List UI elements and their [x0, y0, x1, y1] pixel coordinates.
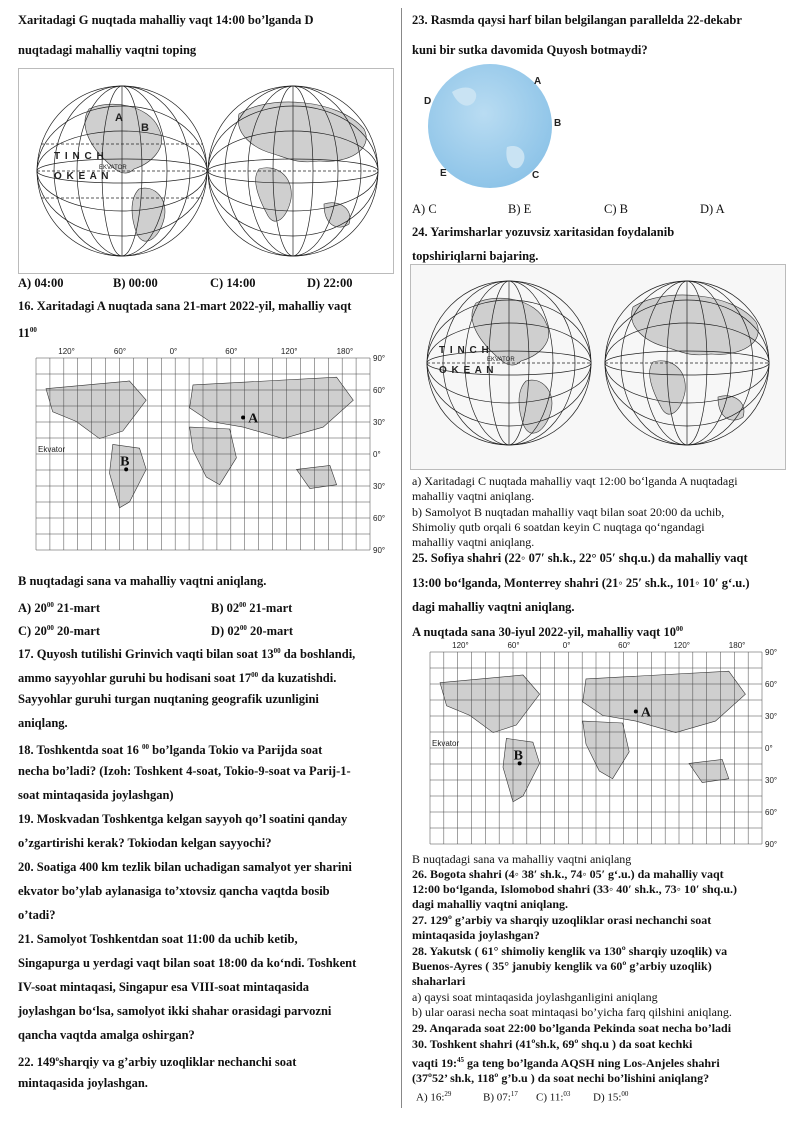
map2-right-label: 30°: [765, 776, 778, 785]
q24-sub-a-line2: mahalliy vaqtni aniqlang.: [412, 489, 535, 503]
map1-ekvator-label: Ekvator: [38, 445, 66, 454]
q20-line2: ekvator bo’ylab aylanasiga to’xtovsiz qancha vaqtda bosib: [18, 884, 330, 898]
q21-line3: IV-soat mintaqasi, Singapur esa VIII-soat mintaqasida: [18, 980, 310, 994]
map1-top-label: 0°: [169, 347, 178, 356]
qA-title-text: A nuqtada sana 30-iyul 2022-yil, mahalliy vaqt 10: [412, 625, 676, 640]
world-map-2-svg: [420, 638, 784, 848]
q23-option-a[interactable]: A) C: [412, 202, 437, 216]
world-map-2: [420, 638, 784, 848]
q30-option-c-sup: 03: [563, 1090, 571, 1098]
q28-line3: shaharlari: [412, 974, 466, 988]
q27-line1: 27. 129º g’arbiy va sharqiy uzoqliklar orasi nechanchi soat: [412, 913, 712, 927]
q23-option-c[interactable]: C) B: [604, 202, 628, 216]
hemispheres-figure-1: [18, 68, 394, 274]
q28-sub-b: b) ular oarasi necha soat mintaqasi bo’yicha farq qilshini aniqlang.: [412, 1005, 732, 1019]
option-b[interactable]: B) 00:00: [113, 276, 158, 290]
q16-option-b-date: 21-mart: [246, 601, 293, 616]
q30-option-d-text: D) 15:: [593, 1091, 622, 1104]
q17-text-d: da kuzatishdi.: [258, 671, 337, 686]
q30-line3: (37º52’ sh.k, 118º g’b.u ) da soat nechi bo’lishini aniqlang?: [412, 1071, 710, 1085]
q22-sup: o: [55, 1055, 59, 1063]
q17-text-a: 17. Quyosh tutilishi Grinvich vaqti bilan soat 13: [18, 647, 274, 662]
map2-ekvator-label: Ekvator: [432, 739, 460, 748]
q16-option-a-text: A) 20: [18, 601, 47, 616]
q25-line3: dagi mahalliy vaqtni aniqlang.: [412, 600, 575, 614]
q30-option-a[interactable]: [416, 1090, 483, 1104]
q-gd-title-line1: Xaritadagi G nuqtada mahalliy vaqt 14:00 bo’lganda D: [18, 13, 314, 27]
map1-point-a-dot: [241, 416, 245, 420]
q16-option-d-date: 20-mart: [246, 624, 293, 639]
map2-top-label: 120°: [673, 641, 691, 650]
qA-title-sup: 00: [675, 625, 683, 633]
q21-line1: 21. Samolyot Toshkentdan soat 11:00 da uchib ketib,: [18, 932, 298, 946]
q30-text-b2: ga teng bo’lganda AQSH ning Los-Anjeles shahri: [464, 1056, 720, 1070]
map2-point-a-dot: [634, 710, 638, 714]
map1-top-label: 180°: [336, 347, 354, 356]
map2-right-label: 90°: [765, 840, 778, 848]
world-map-1-svg: [26, 344, 392, 554]
q21-line2: Singapurga u yerdagi vaqt bilan soat 18:00 da ko‘ndi. Toshkent: [18, 956, 357, 970]
map2-continent-4: [689, 760, 729, 783]
map1-right-label: 0°: [373, 450, 381, 459]
q24-sub-b-line1: b) Samolyot B nuqtadan mahalliy vaqt bilan soat 20:00 da uchib,: [412, 505, 725, 519]
map1-top-label: 120°: [280, 347, 298, 356]
map1-continent-0: [46, 381, 146, 439]
map1-top-label: 60°: [225, 347, 238, 356]
q16-time: 11: [18, 326, 30, 341]
map1-right-label: 60°: [373, 514, 386, 523]
q23-line2: kuni bir sutka davomida Quyosh botmaydi?: [412, 43, 648, 57]
q17-text-b: da boshlandi,: [280, 647, 356, 662]
map2-point-a-label: A: [640, 705, 651, 721]
east-hemisphere-globe: [208, 86, 378, 256]
q17-sup2: 00: [251, 671, 259, 679]
sun-fig-b: B: [554, 118, 562, 129]
q28-line2: Buenos-Ayres ( 35° janubiy kenglik va 60º g’arbiy uzoqlik): [412, 959, 712, 973]
q30-option-b-text: B) 07:: [483, 1091, 511, 1104]
q30-option-a-sup: 29: [444, 1090, 452, 1098]
sun-fig-d: D: [424, 96, 432, 107]
q26-line1: 26. Bogota shahri (4◦ 38′ sh.k., 74◦ 05′ g‘.u.) da mahalliy vaqt: [412, 867, 724, 881]
q16-title-line2: [18, 318, 37, 345]
q16-option-c-sup: 00: [46, 624, 54, 632]
ekvator-label-1: EKVATOR: [99, 165, 127, 171]
q30-option-b[interactable]: [483, 1090, 536, 1104]
point-b-label-1: B: [141, 122, 149, 134]
q23-options: [412, 202, 780, 217]
ekvator-label-3: EKVATOR: [487, 357, 515, 363]
map1-point-b-label: B: [120, 454, 130, 470]
q24-line1: 24. Yarimsharlar yozuvsiz xaritasidan foydalanib: [412, 225, 675, 239]
sun-fig-a: A: [534, 76, 542, 87]
q16-option-c-text: C) 20: [18, 624, 47, 639]
ocean-label-1: T I N C H: [54, 151, 105, 162]
q30-options: [416, 1090, 653, 1104]
map1-right-label: 90°: [373, 546, 386, 554]
ocean-label-4: O K E A N: [439, 365, 495, 376]
q24-sub-a-line1: a) Xaritadagi C nuqtada mahalliy vaqt 12:00 bo‘lganda A nuqtadagi: [412, 474, 738, 488]
q16-option-d-text: D) 02: [211, 624, 240, 639]
q18-line3: soat mintaqasida joylashgan): [18, 788, 174, 802]
q20-line1: 20. Soatiga 400 km tezlik bilan uchadigan samalyot yer sharini: [18, 860, 352, 874]
q17-line3: Sayyohlar guruhi turgan nuqtaning geografik uzunligini: [18, 692, 319, 706]
q19-line1: 19. Moskvadan Toshkentga kelgan sayyoh qo’l soatini qanday: [18, 812, 348, 826]
hemispheres-svg-2: [411, 265, 785, 469]
q30-text-b1: vaqti 19:: [412, 1056, 457, 1070]
q23-option-b[interactable]: B) E: [508, 202, 532, 216]
q27-line2: mintaqasida joylashgan?: [412, 928, 540, 942]
q22-text-b: sharqiy va g’arbiy uzoqliklar nechanchi soat: [59, 1055, 297, 1070]
q30-line1: 30. Toshkent shahri (41ºsh.k, 69º shq.u ) da soat kechki: [412, 1037, 693, 1051]
option-c[interactable]: C) 14:00: [210, 276, 256, 290]
q30-option-d-sup: 00: [621, 1090, 629, 1098]
q17-text-c: ammo sayyohlar guruhi bu hodisani soat 17: [18, 671, 252, 686]
q29-line: 29. Anqarada soat 22:00 bo’lganda Pekinda soat necha bo’ladi: [412, 1021, 732, 1035]
q30-line2: [412, 1053, 720, 1071]
q19-line2: o’zgartirishi kerak? Tokiodan kelgan sayyochi?: [18, 836, 272, 850]
map2-top-label: 180°: [728, 641, 746, 650]
sun-fig-e: E: [440, 168, 447, 179]
q16-option-d-sup: 00: [239, 624, 247, 632]
map2-top-label: 0°: [562, 641, 571, 650]
map2-right-label: 60°: [765, 680, 778, 689]
map2-right-label: 90°: [765, 648, 778, 657]
q21-line5: qancha vaqtda amalga oshirgan?: [18, 1028, 195, 1042]
option-d[interactable]: D) 22:00: [307, 276, 353, 290]
q18-text-b: bo’lganda Tokio va Parijda soat: [149, 743, 323, 758]
q30-option-c[interactable]: [536, 1090, 593, 1104]
q24-line2: topshiriqlarni bajaring.: [412, 249, 539, 263]
map1-right-label: 90°: [373, 354, 386, 363]
map2-top-label: 60°: [618, 641, 631, 650]
q23-option-d[interactable]: D) A: [700, 202, 725, 216]
q21-line4: joylashgan bo‘lsa, samolyot ikki shahar orasidagi parvozni: [18, 1004, 332, 1018]
q18-line2: necha bo’ladi? (Izoh: Toshkent 4-soat, Tokio-9-soat va Parij-1-: [18, 764, 351, 778]
map2-right-label: 0°: [765, 744, 773, 753]
q24-sub-b-line2: Shimoliy qutb orqali 6 soatdan keyin C nuqtaga qo‘ngandagi: [412, 520, 705, 534]
q28-sub-a: a) qaysi soat mintaqasida joylashganligini aniqlang: [412, 990, 658, 1004]
map1-top-label: 120°: [58, 347, 75, 356]
q17-sup1: 00: [273, 647, 281, 655]
ocean-label-2: O K E A N: [54, 171, 110, 182]
column-divider: [401, 8, 402, 1108]
west-hemisphere-globe: [37, 86, 207, 256]
q-gd-title-line2: nuqtadagi mahalliy vaqtni toping: [18, 43, 197, 57]
q18-sup: 00: [142, 743, 149, 751]
q16-ask: B nuqtadagi sana va mahalliy vaqtni aniqlang.: [18, 574, 267, 588]
q28-line1: 28. Yakutsk ( 61° shimoliy kenglik va 130º sharqiy uzoqlik) va: [412, 944, 728, 958]
map2-right-label: 60°: [765, 808, 778, 817]
q16-title-line1: 16. Xaritadagi A nuqtada sana 21-mart 2022-yil, mahalliy vaqt: [18, 299, 352, 313]
ocean-label-3: T I N C H: [439, 345, 490, 356]
map1-continent-3: [190, 427, 237, 485]
sun-fig-c: C: [532, 170, 540, 181]
map2-continent-0: [440, 675, 540, 733]
option-a[interactable]: A) 04:00: [18, 276, 64, 290]
q22-line2: mintaqasida joylashgan.: [18, 1076, 148, 1090]
point-a-label-1: A: [115, 112, 123, 124]
sun-globe-figure: [412, 62, 572, 197]
hemispheres-figure-2: [410, 264, 786, 470]
qA-ask: B nuqtadagi sana va mahalliy vaqtni aniqlang: [412, 852, 632, 866]
q17-line4: aniqlang.: [18, 716, 68, 730]
q23-line1: 23. Rasmda qaysi harf bilan belgilangan parallelda 22-dekabr: [412, 13, 742, 27]
map2-continent-3: [583, 721, 630, 779]
map2-top-label: 120°: [452, 641, 469, 650]
east-hemisphere-globe-2: [605, 281, 769, 445]
q26-line2: 12:00 bo‘lganda, Islomobod shahri (33◦ 40′ sh.k., 73◦ 10′ shq.u.): [412, 882, 738, 896]
map2-right-label: 30°: [765, 712, 778, 721]
map1-right-label: 30°: [373, 482, 386, 491]
map2-point-b-label: B: [513, 748, 523, 764]
map1-right-label: 60°: [373, 386, 386, 395]
q22-text-a: 22. 149: [18, 1055, 56, 1070]
q18-text-a: 18. Toshkentda soat 16: [18, 743, 142, 758]
q24-sub-b-line3: mahalliy vaqtni aniqlang.: [412, 535, 535, 549]
q25-line2: 13:00 bo‘lganda, Monterrey shahri (21◦ 25′ sh.k., 101◦ 10′ g‘.u.): [412, 576, 750, 590]
map2-top-label: 60°: [507, 641, 520, 650]
q30-option-c-text: C) 11:: [536, 1091, 564, 1104]
q30-sup: 45: [457, 1056, 464, 1064]
hemispheres-svg-1: [19, 69, 393, 273]
sun-globe-svg: [412, 62, 572, 197]
q30-option-b-sup: 17: [510, 1090, 518, 1098]
q16-option-a-date: 21-mart: [53, 601, 100, 616]
q20-line3: o’tadi?: [18, 908, 56, 922]
map1-continent-4: [297, 466, 337, 489]
q16-time-sup: 00: [29, 326, 37, 334]
q16-option-c-date: 20-mart: [53, 624, 100, 639]
q30-option-a-text: A) 16:: [416, 1091, 445, 1104]
map1-right-label: 30°: [373, 418, 386, 427]
q-gd-options: [18, 276, 387, 291]
map1-top-label: 60°: [113, 347, 127, 356]
world-map-1: [26, 344, 392, 554]
map1-point-a-label: A: [248, 411, 259, 427]
q26-line3: dagi mahalliy vaqtni aniqlang.: [412, 897, 569, 911]
q25-line1: 25. Sofiya shahri (22◦ 07′ sh.k., 22° 05′ shq.u.) da mahalliy vaqt: [412, 551, 748, 565]
q30-option-d[interactable]: [593, 1090, 653, 1104]
q16-option-b-text: B) 02: [211, 601, 240, 616]
q16-option-a-sup: 00: [46, 601, 54, 609]
q16-option-b-sup: 00: [239, 601, 247, 609]
west-hemisphere-globe-2: [427, 281, 591, 445]
